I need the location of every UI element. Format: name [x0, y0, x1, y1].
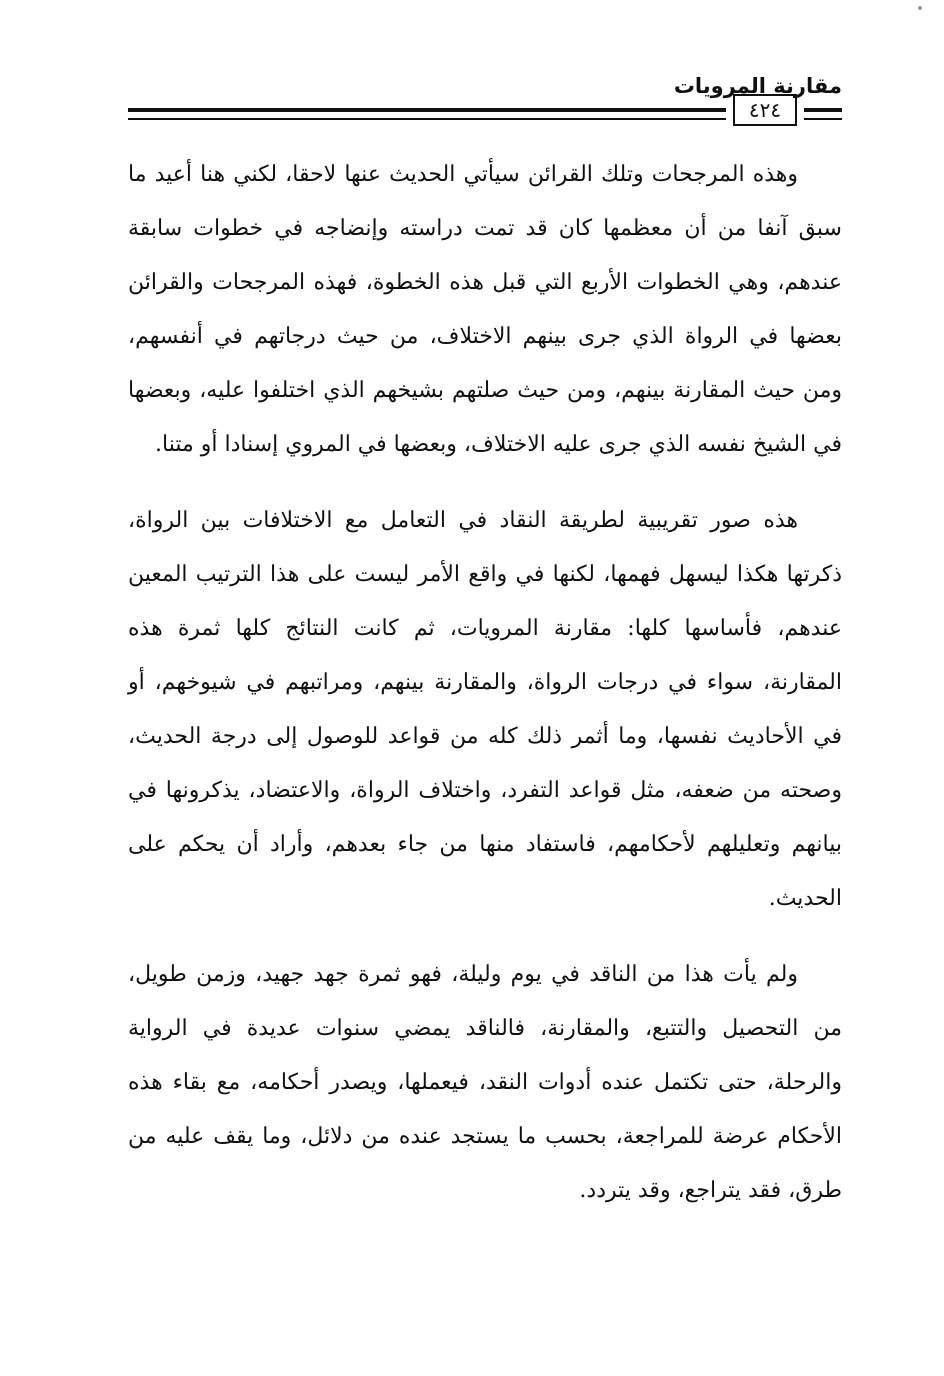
paragraph-1: وهذه المرجحات وتلك القرائن سيأتي الحديث عنها لاحقا، لكني هنا أعيد ما سبق آنفا من أن معظمها كان قد تمت دراسته وإنضاجه في خطوات سابقة عندهم، وهي الخطوات الأربع التي قبل هذه الخطوة، فهذه المرجحات والقرائن بعضها في الرواة الذي جرى بينهم الاختلاف، من حيث درجاتهم في أنفسهم، ومن حيث المقارنة بينهم، ومن حيث صلتهم بشيخهم الذي اختلفوا عليه، وبعضها في الشيخ نفسه الذي جرى عليه الاختلاف، وبعضها في المروي إسنادا أو متنا.	[128, 162, 842, 457]
scan-speck	[918, 6, 922, 10]
header-double-rule	[128, 108, 726, 120]
running-title: مقارنة المرويات	[673, 74, 842, 98]
page-number: ٤٢٤	[733, 94, 797, 126]
header-double-rule-short	[804, 108, 842, 120]
body-text	[128, 148, 842, 1218]
paragraph-2: هذه صور تقريبية لطريقة النقاد في التعامل مع الاختلافات بين الرواة، ذكرتها هكذا ليسهل فهمها، لكنها في واقع الأمر ليست على هذا الترتيب المعين عندهم، فأساسها كلها: مقارنة المرويات، ثم كانت النتائج كلها ثمرة هذه المقارنة، سواء في درجات الرواة، والمقارنة بينهم، ومراتبهم في شيوخهم، أو في الأحاديث نفسها، وما أثمر ذلك كله من قواعد للوصول إلى درجة الحديث، وصحته من ضعفه، مثل قواعد التفرد، واختلاف الرواة، والاعتضاد، يذكرونها في بيانهم وتعليلهم لأحكامهم، فاستفاد منها من جاء بعدهم، وأراد أن يحكم على الحديث.	[128, 508, 842, 911]
paragraph-3: ولم يأت هذا من الناقد في يوم وليلة، فهو ثمرة جهد جهيد، وزمن طويل، من التحصيل والتتبع، والمقارنة، فالناقد يمضي سنوات عديدة في الرواية والرحلة، حتى تكتمل عنده أدوات النقد، فيعملها، ويصدر أحكامه، مع بقاء هذه الأحكام عرضة للمراجعة، بحسب ما يستجد عنده من دلائل، وما يقف عليه من طرق، فقد يتراجع، وقد يتردد.	[128, 962, 842, 1203]
page-header	[128, 72, 842, 132]
